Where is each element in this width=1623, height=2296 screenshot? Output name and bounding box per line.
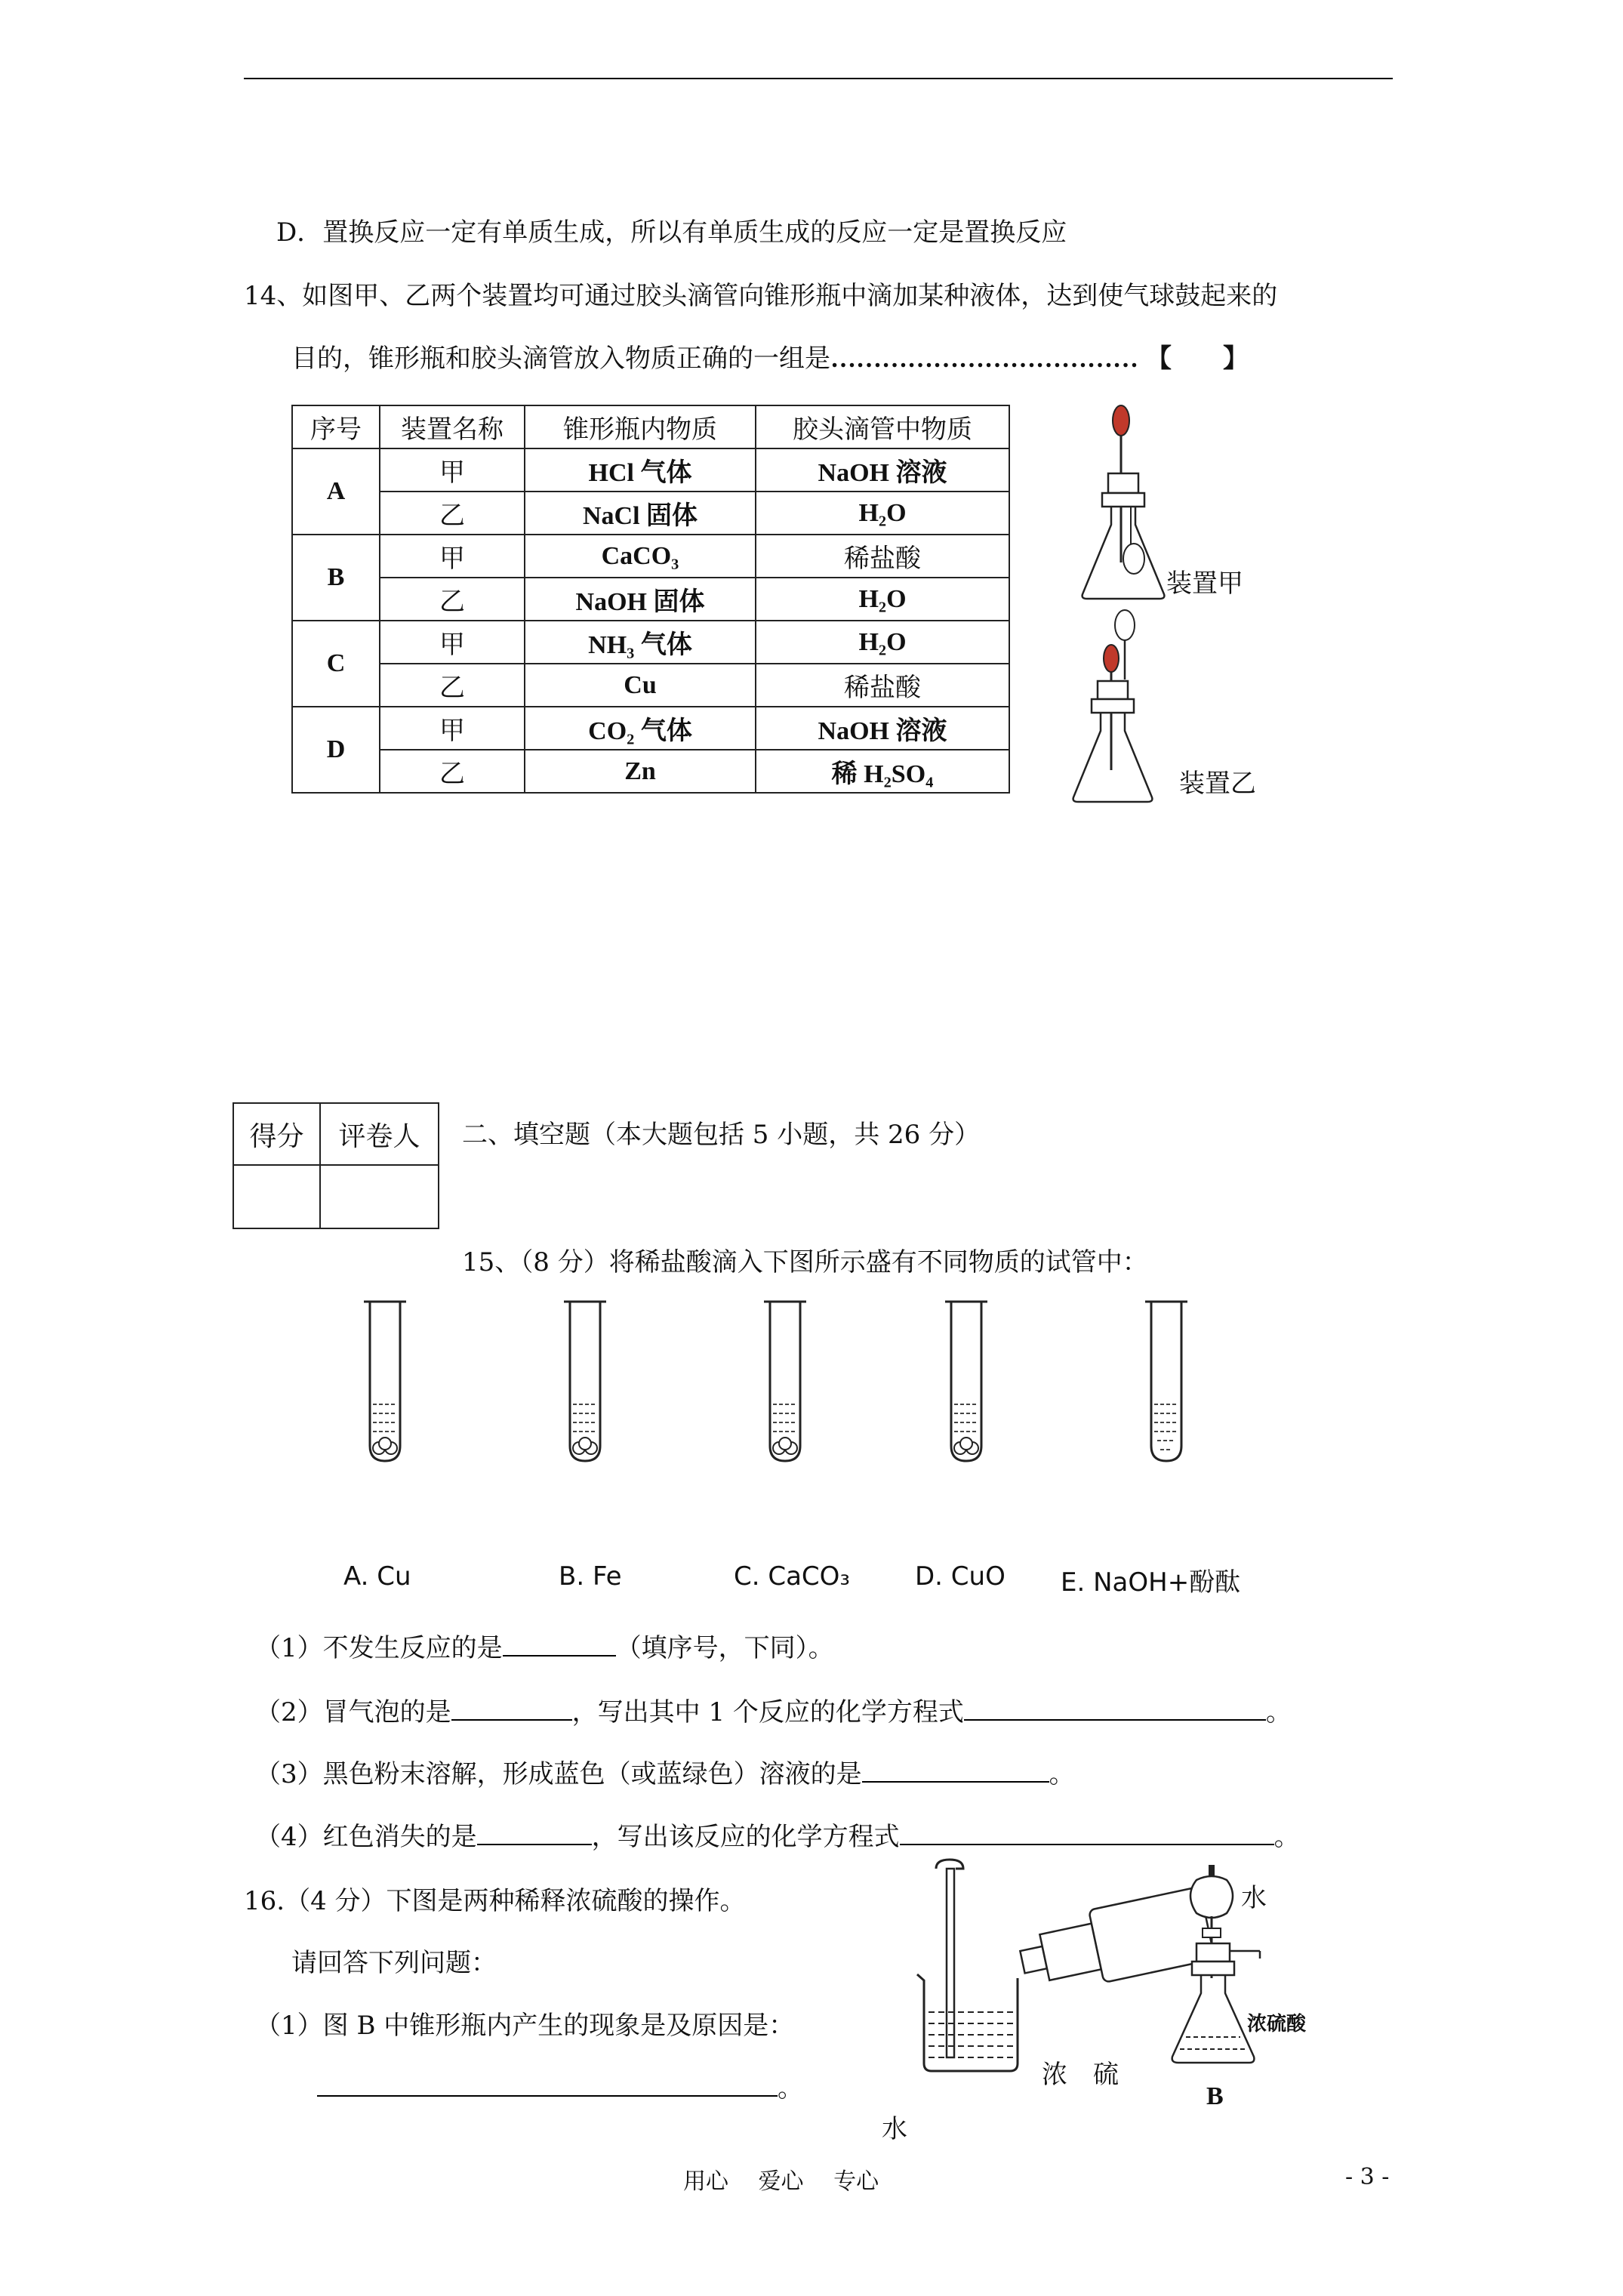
flask-cell: Zn xyxy=(525,750,756,793)
grader-header: 评卷人 xyxy=(320,1103,439,1165)
q15-part2-text: （2）冒气泡的是 xyxy=(255,1697,451,1727)
footer-motto: 用心 爱心 专心 xyxy=(683,2168,879,2195)
grader-cell xyxy=(320,1165,439,1228)
q15-part2 xyxy=(255,1691,1292,1728)
flask-cell: HCl 气体 xyxy=(525,448,756,492)
q15-stem: 15、（8 分）将稀盐酸滴入下图所示盛有不同物质的试管中： xyxy=(462,1247,1148,1277)
device-cell: 甲 xyxy=(380,535,525,578)
test-tubes-figure xyxy=(355,1299,1223,1472)
test-tube-b xyxy=(564,1302,606,1461)
device-cell: 甲 xyxy=(380,707,525,750)
answer-bracket: 【 】 xyxy=(1146,345,1249,373)
tube-label-a: A. Cu xyxy=(343,1561,411,1592)
device-cell: 乙 xyxy=(380,578,525,621)
answer-blank[interactable] xyxy=(503,1655,616,1657)
dropper-cell: NaOH 溶液 xyxy=(756,707,1009,750)
fig-b-water-label: 水 xyxy=(1241,1883,1267,1913)
option-id: A xyxy=(292,448,380,535)
tube-label-d: D. CuO xyxy=(915,1561,1006,1592)
section2-title: 二、填空题（本大题包括 5 小题，共 26 分） xyxy=(462,1120,981,1150)
q16-part1: （1）图 B 中锥形瓶内产生的现象是及原因是： xyxy=(255,2011,795,2041)
q16-part1-tail: 。 xyxy=(778,2073,803,2103)
device-jia-label: 装置甲 xyxy=(1166,569,1243,599)
score-header: 得分 xyxy=(233,1103,320,1165)
q15-part2-tail: 。 xyxy=(1265,1697,1292,1727)
q15-part1-tail: （填序号，下同）。 xyxy=(615,1633,834,1663)
header-rule xyxy=(244,78,1393,79)
flask-cell: Cu xyxy=(525,664,756,707)
tube-label-c: C. CaCO₃ xyxy=(734,1561,851,1592)
q15-part3-tail: 。 xyxy=(1049,1759,1075,1789)
page-number: - 3 - xyxy=(1345,2164,1390,2190)
table-row xyxy=(292,492,1009,535)
answer-blank[interactable] xyxy=(862,1781,1049,1783)
q15-part2-mid: ，写出其中 1 个反应的化学方程式 xyxy=(571,1697,964,1727)
flask-cell: NH₃ 气体 xyxy=(525,621,756,664)
q16-ask: 请回答下列问题： xyxy=(291,1948,497,1978)
dropper-cell: 稀盐酸 xyxy=(756,664,1009,707)
q13-option-d: D．置换反应一定有单质生成，所以有单质生成的反应一定是置换反应 xyxy=(276,217,1067,248)
q15-part3 xyxy=(255,1753,1075,1790)
answer-blank[interactable] xyxy=(451,1719,572,1721)
q14-options-table xyxy=(291,405,1010,794)
dropper-cell: H₂O xyxy=(756,621,1009,664)
fig-a-label: 浓 硫 xyxy=(1042,2060,1119,2090)
device-cell: 甲 xyxy=(380,448,525,492)
header-cell: 胶头滴管中物质 xyxy=(756,405,1009,448)
answer-blank[interactable] xyxy=(317,2095,778,2097)
table-row xyxy=(292,621,1009,664)
tube-label-b: B. Fe xyxy=(559,1561,622,1592)
dropper-cell: NaOH 溶液 xyxy=(756,448,1009,492)
q14-stem-line2 xyxy=(291,337,1249,374)
option-id: C xyxy=(292,621,380,707)
score-cell xyxy=(233,1165,320,1228)
header-cell: 序号 xyxy=(292,405,380,448)
q15-part4-text: （4）红色消失的是 xyxy=(255,1822,477,1852)
option-id: B xyxy=(292,535,380,621)
header-cell: 锥形瓶内物质 xyxy=(525,405,756,448)
device-yi-label: 装置乙 xyxy=(1179,769,1256,799)
dropper-cell: 稀盐酸 xyxy=(756,535,1009,578)
test-tube-c xyxy=(764,1302,806,1461)
q15-part1 xyxy=(255,1627,834,1664)
fig-b-label: B xyxy=(1206,2082,1224,2110)
test-tube-e xyxy=(1145,1302,1187,1461)
table-row xyxy=(292,707,1009,750)
test-tube-d xyxy=(945,1302,987,1461)
score-table xyxy=(233,1102,439,1229)
q15-part4-mid: ，写出该反应的化学方程式 xyxy=(591,1822,900,1852)
q15-part4-tail: 。 xyxy=(1273,1822,1300,1852)
table-row xyxy=(292,664,1009,707)
q15-part3-text: （3）黑色粉末溶解，形成蓝色（或蓝绿色）溶液的是 xyxy=(255,1759,862,1789)
fig-b-acid-label: 浓硫酸 xyxy=(1247,2013,1307,2035)
dropper-cell: H₂O xyxy=(756,578,1009,621)
flask-cell: CO₂ 气体 xyxy=(525,707,756,750)
q14-stem-line1: 14、如图甲、乙两个装置均可通过胶头滴管向锥形瓶中滴加某种液体，达到使气球鼓起来的 xyxy=(244,281,1278,311)
q15-part4 xyxy=(255,1816,1300,1853)
table-row xyxy=(292,578,1009,621)
equation-blank[interactable] xyxy=(900,1844,1274,1845)
device-cell: 乙 xyxy=(380,664,525,707)
dropper-cell: H₂O xyxy=(756,492,1009,535)
dropper-cell: 稀 H₂SO₄ xyxy=(756,750,1009,793)
equation-blank[interactable] xyxy=(964,1719,1266,1721)
table-row xyxy=(292,750,1009,793)
tube-label-e: E. NaOH+酚酞 xyxy=(1061,1567,1241,1598)
q16-stem: 16.（4 分）下图是两种稀释浓硫酸的操作。 xyxy=(244,1886,746,1916)
device-cell: 乙 xyxy=(380,750,525,793)
fig-a-label-water: 水 xyxy=(882,2114,907,2144)
q15-part1-text: （1）不发生反应的是 xyxy=(255,1633,503,1663)
table-row xyxy=(292,448,1009,492)
test-tube-a xyxy=(364,1302,406,1461)
header-cell: 装置名称 xyxy=(380,405,525,448)
q14-dots: ……………………………… xyxy=(830,345,1138,373)
table-row xyxy=(292,535,1009,578)
flask-cell: NaCl 固体 xyxy=(525,492,756,535)
flask-cell: CaCO₃ xyxy=(525,535,756,578)
device-cell: 甲 xyxy=(380,621,525,664)
table-header-row xyxy=(292,405,1009,448)
q16-part1-answer xyxy=(317,2067,803,2104)
q14-stem-text: 目的，锥形瓶和胶头滴管放入物质正确的一组是 xyxy=(291,344,830,374)
option-id: D xyxy=(292,707,380,793)
flask-cell: NaOH 固体 xyxy=(525,578,756,621)
answer-blank[interactable] xyxy=(477,1844,592,1845)
device-cell: 乙 xyxy=(380,492,525,535)
device-yi-diagram xyxy=(1064,604,1185,808)
